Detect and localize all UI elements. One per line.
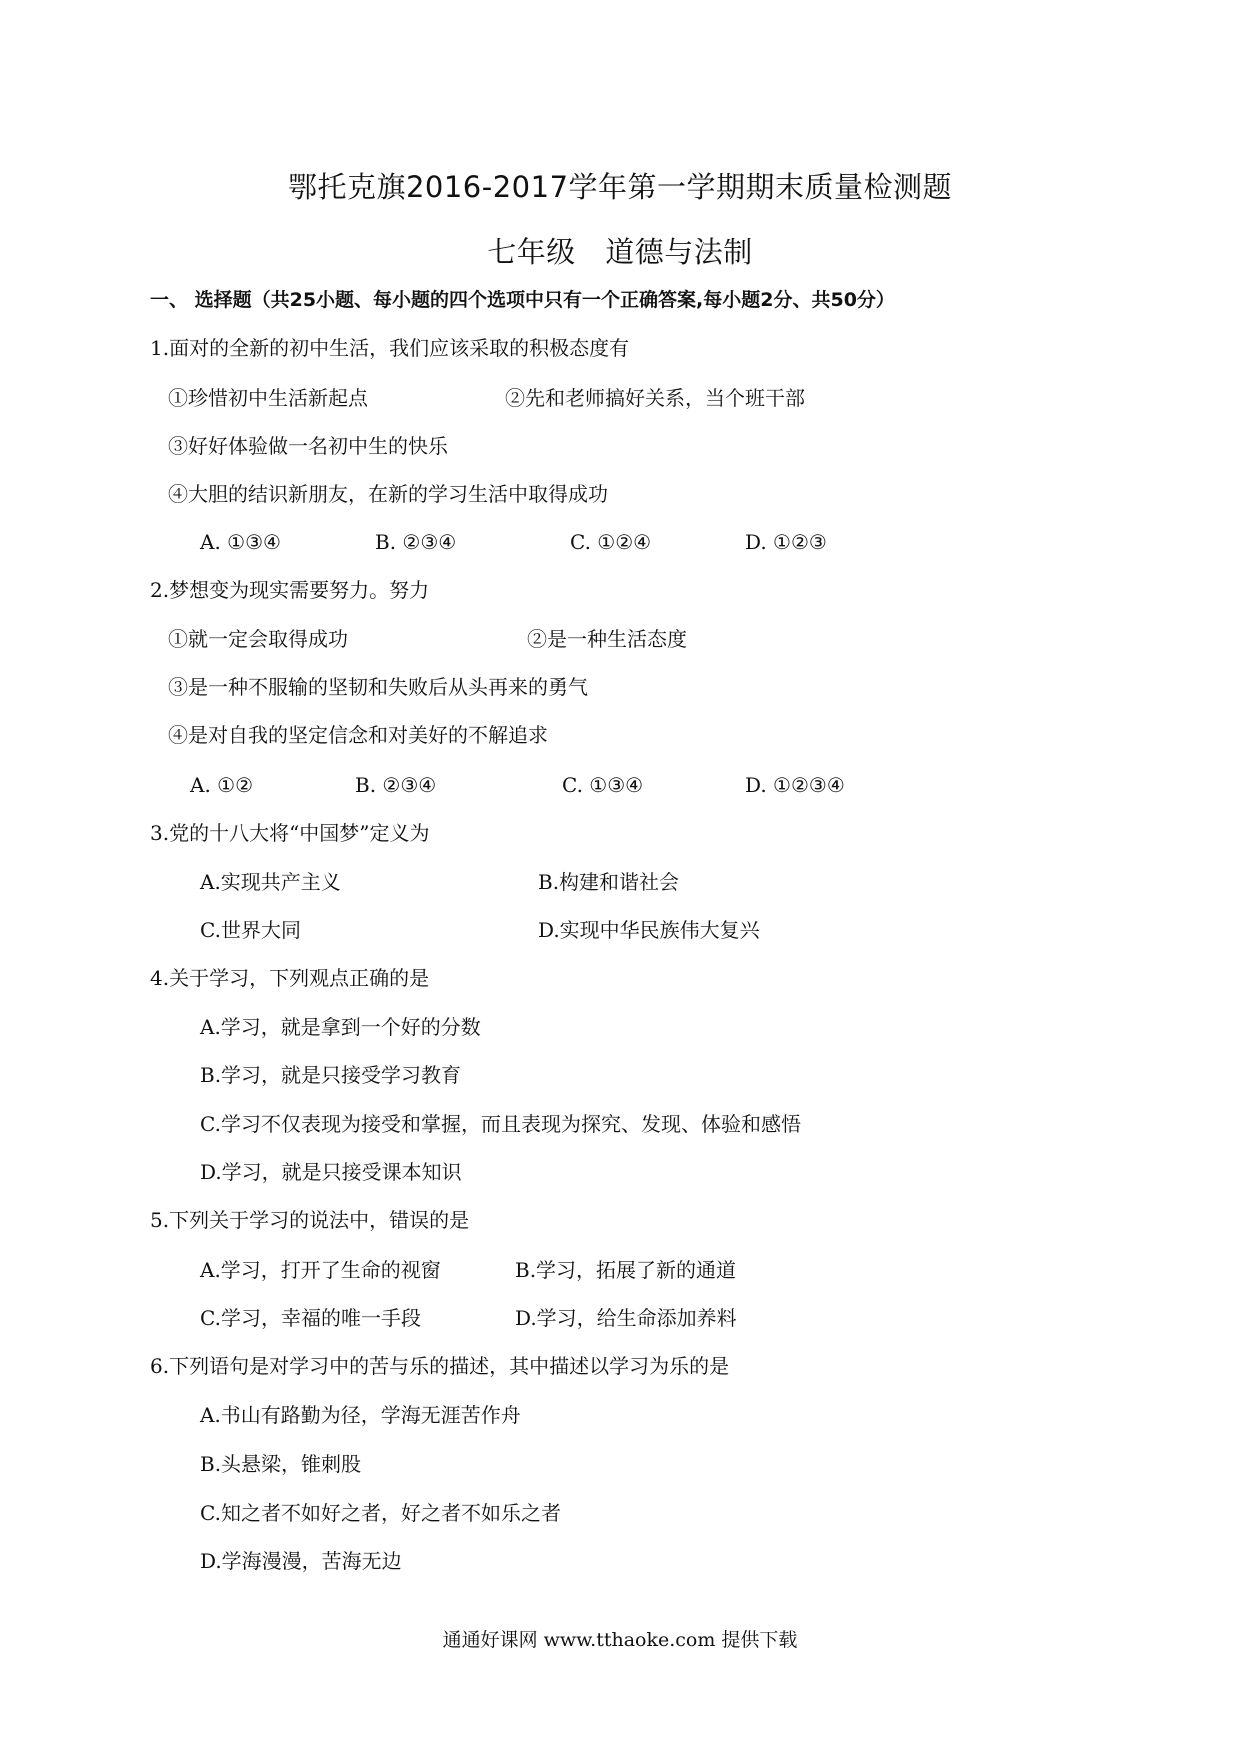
answer-option: A.实现共产主义 [200,870,341,894]
exam-title: 鄂托克旗2016-2017学年第一学期期末质量检测题 [287,170,953,204]
question-item: ②是一种生活态度 [527,627,687,651]
answer-option: D.实现中华民族伟大复兴 [538,918,760,942]
question-stem: 5.下列关于学习的说法中，错误的是 [150,1208,470,1232]
question-stem: 2.梦想变为现实需要努力。努力 [150,578,430,602]
answer-option: B.构建和谐社会 [538,870,680,894]
answer-option: A.学习，打开了生命的视窗 [200,1258,441,1282]
question-item: ②先和老师搞好关系，当个班干部 [505,386,805,410]
footer-credit: 通通好课网 www.tthaoke.com 提供下载 [442,1629,798,1651]
question-item: ①就一定会取得成功 [168,627,348,651]
answer-option: D. ①②③④ [745,773,845,797]
answer-option: B. ②③④ [355,773,437,797]
answer-option: C.学习不仅表现为接受和掌握，而且表现为探究、发现、体验和感悟 [200,1112,801,1136]
section-heading: 一、 选择题（共25小题、每小题的四个选项中只有一个正确答案,每小题2分、共50分） [150,289,895,311]
question-stem: 3.党的十八大将“中国梦”定义为 [150,821,430,845]
answer-option: D.学海漫漫，苦海无边 [200,1549,402,1573]
question-stem: 1.面对的全新的初中生活，我们应该采取的积极态度有 [150,336,630,360]
exam-subtitle: 七年级 道德与法制 [487,235,753,269]
answer-option: B.学习，就是只接受学习教育 [200,1063,462,1087]
answer-option: B.头悬梁，锥刺股 [200,1452,362,1476]
answer-option: C. ①②④ [570,530,652,554]
answer-option: D. ①②③ [745,530,827,554]
answer-option: B. ②③④ [375,530,457,554]
answer-option: A.学习，就是拿到一个好的分数 [200,1015,481,1039]
answer-option: A. ①② [190,773,254,797]
answer-option: A.书山有路勤为径，学海无涯苦作舟 [200,1403,521,1427]
answer-option: C.世界大同 [200,918,301,942]
answer-option: D.学习，就是只接受课本知识 [200,1160,462,1184]
question-item: ④是对自我的坚定信念和对美好的不解追求 [168,723,548,747]
answer-option: A. ①③④ [200,530,281,554]
question-stem: 6.下列语句是对学习中的苦与乐的描述，其中描述以学习为乐的是 [150,1354,730,1378]
question-item: ③是一种不服输的坚韧和失败后从头再来的勇气 [168,675,588,699]
answer-option: B.学习，拓展了新的通道 [515,1258,737,1282]
question-item: ③好好体验做一名初中生的快乐 [168,434,448,458]
answer-option: C. ①③④ [562,773,644,797]
question-stem: 4.关于学习，下列观点正确的是 [150,966,430,990]
question-item: ①珍惜初中生活新起点 [168,386,368,410]
question-item: ④大胆的结识新朋友，在新的学习生活中取得成功 [168,482,608,506]
answer-option: D.学习，给生命添加养料 [515,1306,737,1330]
answer-option: C.知之者不如好之者，好之者不如乐之者 [200,1501,561,1525]
answer-option: C.学习，幸福的唯一手段 [200,1306,421,1330]
